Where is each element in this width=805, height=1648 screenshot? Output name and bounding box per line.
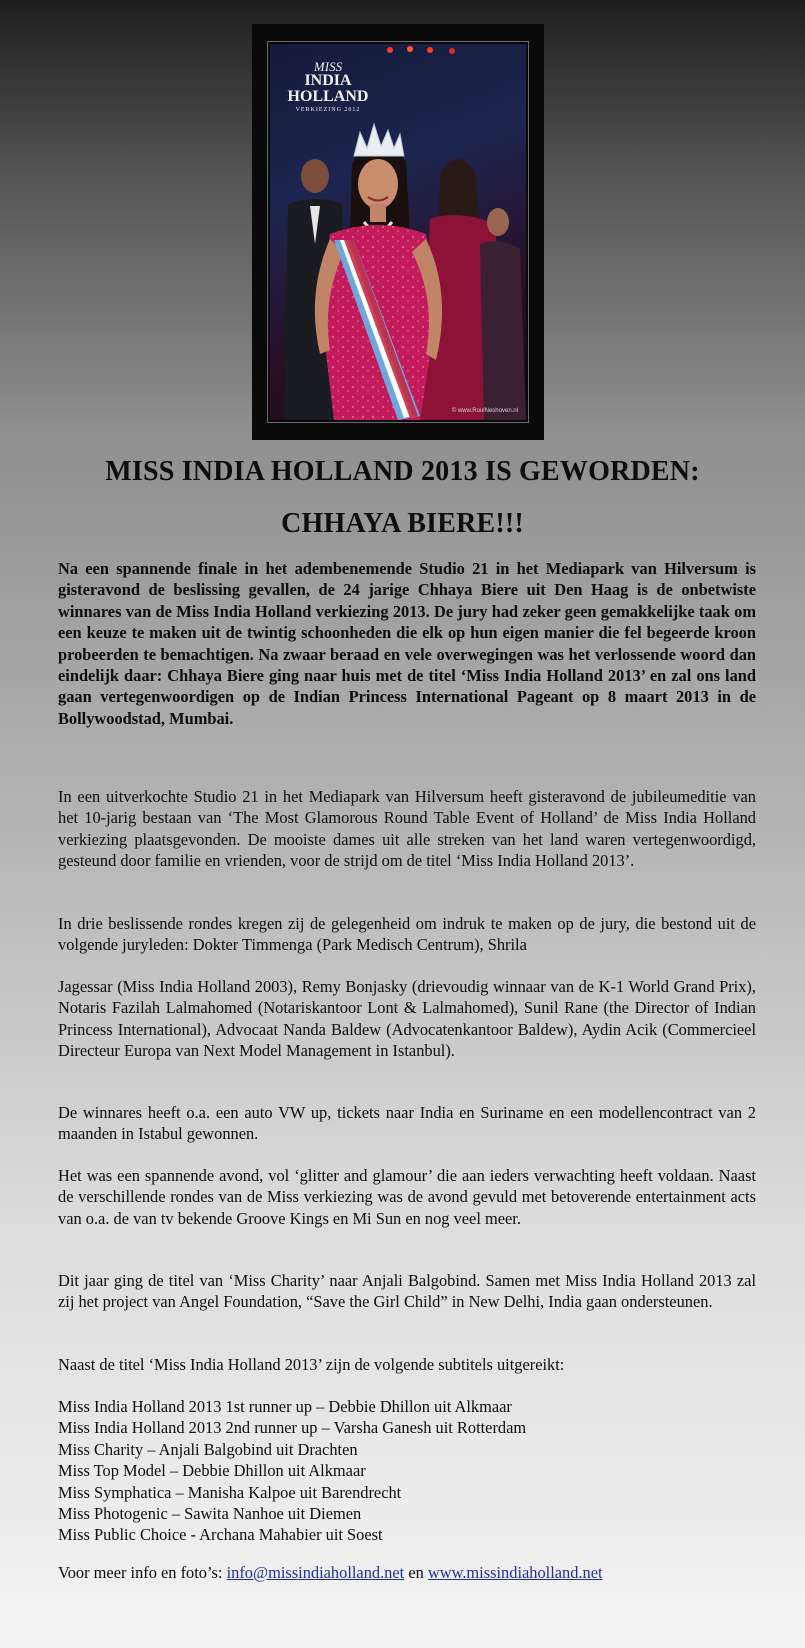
contact-joiner: en [404, 1563, 428, 1582]
winner-photo [270, 44, 526, 420]
paragraph-jury-members: Jagessar (Miss India Holland 2003), Remy Bonjasky (drievoudig winnaar van de K-1 World Grand Prix), Notaris Fazilah Lalmahomed (Notariskantoor Lont & Lalmahomed), Sunil Rane (the Director of Indian Princess International), Advocaat Nanda Baldew (Advocatenkantoor Baldew), Aydin Acik (Commercieel Directeur Europa van Next Model Management in Istanbul). [58, 977, 756, 1061]
paragraph-evening: Het was een spannende avond, vol ‘glitter and glamour’ die aan ieders verwachting heeft voldaan. Naast de verschillende rondes van de Miss verkiezing was de avond gevuld met betoverende entertainment acts van o.a. de van tv bekende Groove Kings en Mi Sun en nog veel meer. [58, 1166, 756, 1228]
list-item: Miss Charity – Anjali Balgobind uit Drachten [58, 1439, 358, 1459]
list-item: Miss Photogenic – Sawita Nanhoe uit Diemen [58, 1504, 362, 1524]
paragraph-charity: Dit jaar ging de titel van ‘Miss Charity’ naar Anjali Balgobind. Samen met Miss India Holland 2013 zal zij het project van Angel Foundation, “Save the Girl Child” in New Delhi, India gaan ondersteunen. [58, 1271, 756, 1312]
logo-line-1: MISS [313, 59, 343, 74]
list-item: Miss India Holland 2013 2nd runner up – Varsha Ganesh uit Rotterdam [58, 1418, 527, 1438]
contact-line [58, 1562, 603, 1583]
list-item: Miss Symphatica – Manisha Kalpoe uit Barendrecht [58, 1482, 402, 1502]
intro-paragraph: Na een spannende finale in het adembenemende Studio 21 in het Mediapark van Hilversum is gisteravond de beslissing gevallen, de 24 jarige Chhaya Biere uit Den Haag is de onbetwiste winnares van de Miss India Holland verkiezing 2013. De jury had zeker geen gemakkelijke taak om een keuze te maken uit de twintig schoonheden die elk op hun eigen manier die fel begeerde kroon probeerden te bemachtigen. Na zwaar beraad en vele overwegingen was het verlossende woord dan eindelijk daar: Chhaya Biere ging naar huis met de titel ‘Miss India Holland 2013’ en zal ons land gaan vertegenwoordigen op de Indian Princess International Pageant op 8 maart 2013 in de Bollywoodstad, Mumbai. [58, 559, 756, 728]
contact-prefix: Voor meer info en foto’s: [58, 1563, 227, 1582]
list-item: Miss Top Model – Debbie Dhillon uit Alkmaar [58, 1461, 366, 1481]
list-item: Miss India Holland 2013 1st runner up – Debbie Dhillon uit Alkmaar [58, 1397, 512, 1416]
logo-line-3: HOLLAND [287, 88, 369, 105]
headline-line-2: CHHAYA BIERE!!! [281, 508, 524, 539]
logo-line-4: VERKIEZING 2012 [295, 107, 361, 113]
email-link[interactable]: info@missindiaholland.net [226, 1563, 405, 1582]
subtitle-list [58, 1396, 756, 1546]
photo-frame [252, 24, 544, 440]
paragraph-event: In een uitverkochte Studio 21 in het Mediapark van Hilversum heeft gisteravond de jubileumeditie van het 10-jarig bestaan van ‘The Most Glamorous Round Table Event of Holland’ de Miss India Holland verkiezing plaatsgevonden. De mooiste dames uit alle streken van het land waren vertegenwoordigd, gesteund door familie en vrienden, voor de strijd om de titel ‘Miss India Holland 2013’. [58, 787, 756, 871]
list-item: Miss Public Choice - Archana Mahabier uit Soest [58, 1525, 383, 1545]
paragraph-jury: In drie beslissende rondes kregen zij de gelegenheid om indruk te maken op de jury, die bestond uit de volgende juryleden: Dokter Timmenga (Park Medisch Centrum), Shrila [58, 914, 756, 955]
website-link[interactable]: www.missindiaholland.net [427, 1563, 603, 1582]
paragraph-subtitles-intro: Naast de titel ‘Miss India Holland 2013’ zijn de volgende subtitels uitgereikt: [58, 1355, 565, 1374]
pageant-logo [282, 60, 374, 113]
paragraph-prizes: De winnares heeft o.a. een auto VW up, tickets naar India en Suriname en een modellencontract van 2 maanden in Istabul gewonnen. [58, 1103, 756, 1144]
photo-credit: © www.RoulNeshoven.nl [451, 408, 518, 414]
headline-line-1: MISS INDIA HOLLAND 2013 IS GEWORDEN: [105, 456, 700, 487]
logo-line-2: INDIA [304, 72, 352, 89]
